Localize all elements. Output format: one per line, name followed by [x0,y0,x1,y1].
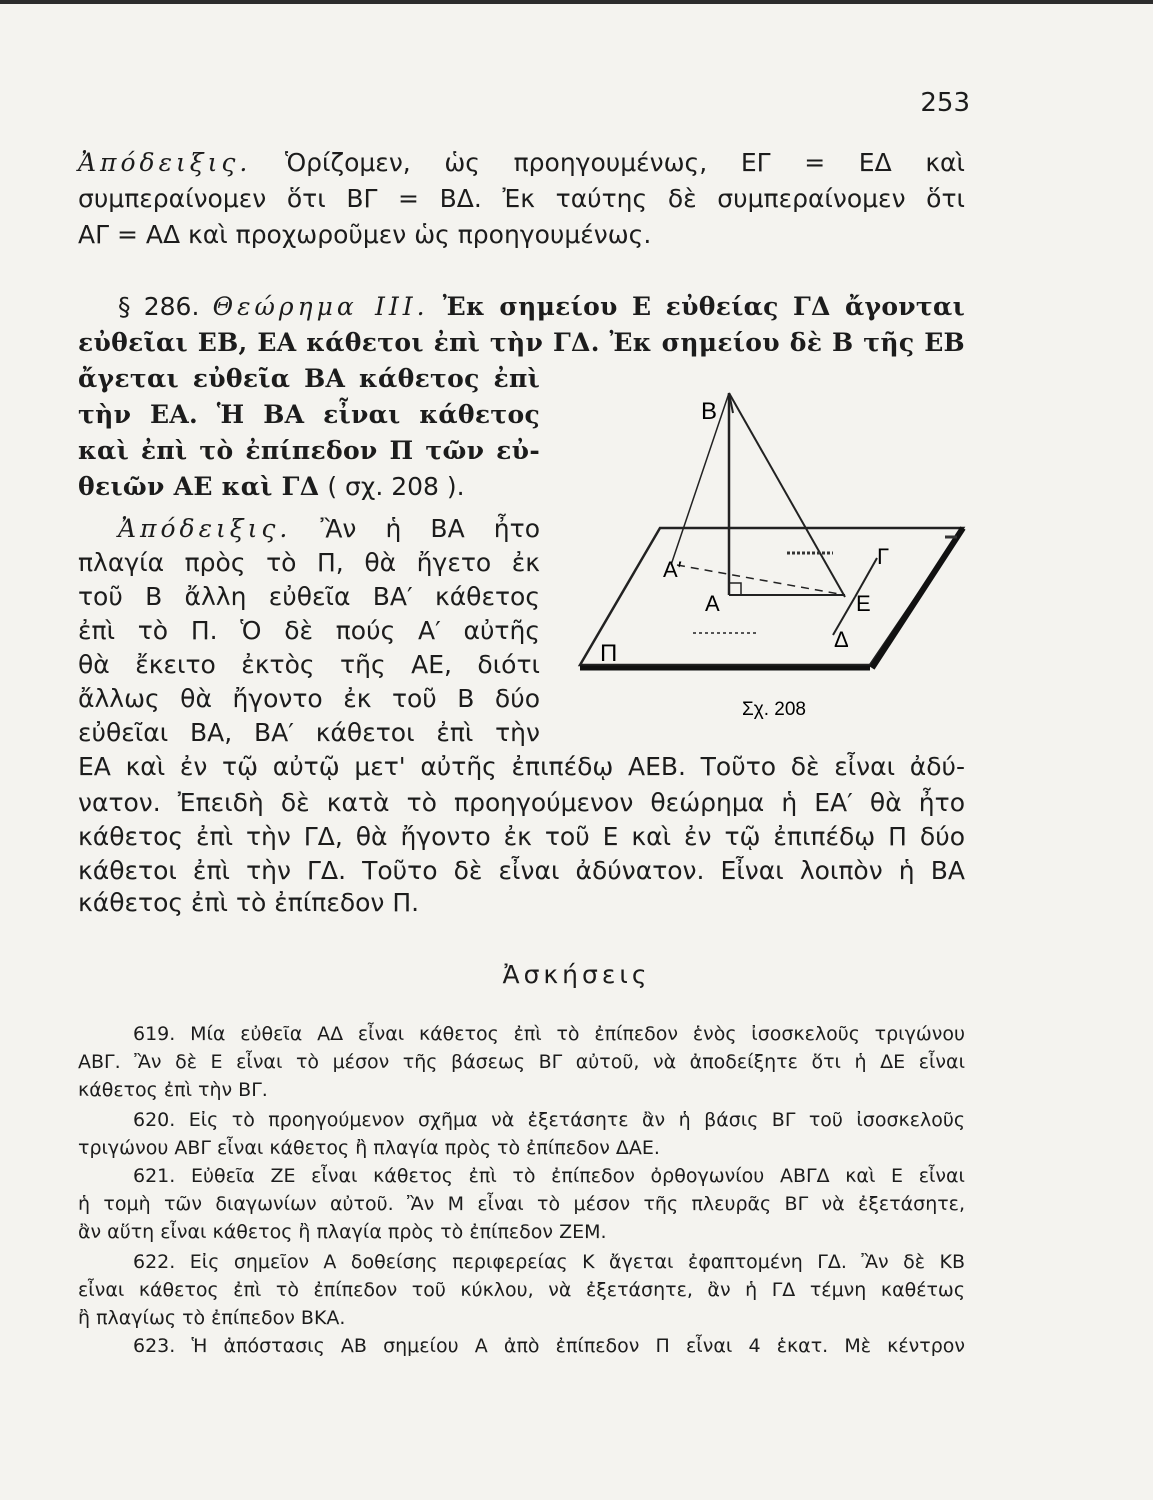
theorem-line-2: εὐθεῖαι ΕΒ, ΕΑ κάθετοι ἐπὶ τὴν ΓΔ. Ἐκ σημείου δὲ Β τῆς ΕΒ [78,328,965,357]
figure-caption: Σχ. 208 [742,699,806,720]
exercise-622-line-3: ἢ πλαγίως τὸ ἐπίπεδον ΒΚΑ. [78,1307,346,1329]
theorem-line-4: τὴν ΕΑ. Ἡ ΒΑ εἶναι κάθετος [78,400,540,429]
proof-line-10: κάθετος ἐπὶ τὴν ΓΔ, θὰ ἤγοντο ἐκ τοῦ Ε καὶ ἐν τῷ ἐπιπέδῳ Π δύο [78,822,965,851]
proof-line-9: νατον. Ἐπειδὴ δὲ κατὰ τὸ προηγούμενον θεώρημα ἡ ΕΑ′ θὰ ἦτο [78,788,965,817]
proof-line-8: ΕΑ καὶ ἐν τῷ αὐτῷ μετ' αὐτῆς ἐπιπέδῳ ΑΕΒ. Τοῦτο δὲ εἶναι ἀδύ- [78,752,965,781]
line-BE [729,393,845,597]
page-number: 253 [920,88,970,118]
section-number: § 286. [118,292,200,321]
label-D: Δ [834,627,849,652]
proof-line-7: εὐθεῖαι ΒΑ, ΒΑ′ κάθετοι ἐπὶ τὴν [78,718,540,747]
exercise-621-line-1: 621. Εὐθεῖα ΖΕ εἶναι κάθετος ἐπὶ τὸ ἐπίπεδον ὀρθογωνίου ΑΒΓΔ καὶ Ε εἶναι [133,1165,965,1187]
exercises-heading: Ἀσκήσεις [502,960,651,989]
figure-reference: ( σχ. 208 ). [319,472,465,501]
top-edge [0,0,1153,4]
right-angle-mark [729,583,741,595]
label-P: Π [600,640,618,667]
proof-label-2: Ἀπόδειξις. [118,514,292,543]
label-E: Ε [856,591,871,616]
label-G: Γ [877,544,890,569]
dashed-A-prime-E [677,565,845,595]
exercise-620-line-2: τριγώνου ΑΒΓ εἶναι κάθετος ἢ πλαγία πρὸς τὸ ἐπίπεδον ΔΑΕ. [78,1137,660,1159]
exercise-619-line-2: ΑΒΓ. Ἂν δὲ Ε εἶναι τὸ μέσον τῆς βάσεως ΒΓ αὐτοῦ, νὰ ἀποδείξητε ὅτι ἡ ΔΕ εἶναι [78,1051,965,1073]
theorem-line-6 [78,470,540,504]
exercise-621-line-2: ἡ τομὴ τῶν διαγωνίων αὐτοῦ. Ἂν Μ εἶναι τὸ μέσον τῆς πλευρᾶς ΒΓ νὰ ἐξετάσητε, [78,1193,965,1215]
label-A-prime: Α′ [663,557,682,582]
line-BA-prime [671,393,729,565]
theorem-line-3: ἄγεται εὐθεῖα ΒΑ κάθετος ἐπὶ [78,364,540,393]
proof-line-1 [78,512,540,546]
theorem-text: Ἐκ σημείου Ε εὐθείας ΓΔ ἄγονται [428,292,965,321]
para1-text: Ὁρίζομεν, ὡς προηγουμένως, ΕΓ = ΕΔ καὶ [251,148,965,177]
para1-line-3: ΑΓ = ΑΔ καὶ προχωροῦμεν ὡς προηγουμένως. [78,220,652,249]
exercise-623-line-1: 623. Ἡ ἀπόστασις ΑΒ σημείου Α ἀπὸ ἐπίπεδον Π εἶναι 4 ἑκατ. Μὲ κέντρον [133,1335,965,1357]
figure-208 [575,385,970,734]
proof-line-12: κάθετος ἐπὶ τὸ ἐπίπεδον Π. [78,888,420,917]
exercise-619-line-3: κάθετος ἐπὶ τὴν ΒΓ. [78,1079,268,1101]
label-B: Β [701,398,718,425]
proof-line-5: θὰ ἔκειτο ἐκτὸς τῆς ΑΕ, διότι [78,650,540,679]
proof-line-6: ἄλλως θὰ ἤγοντο ἐκ τοῦ Β δύο [78,684,540,713]
plane-outline [580,528,963,665]
exercise-622-line-1: 622. Εἰς σημεῖον Α δοθείσης περιφερείας Κ ἄγεται ἐφαπτομένη ΓΔ. Ἂν δὲ ΚΒ [133,1251,965,1273]
exercise-620-line-1: 620. Εἰς τὸ προηγούμενον σχῆμα νὰ ἐξετάσητε ἂν ἡ βάσις ΒΓ τοῦ ἰσοσκελοῦς [133,1109,965,1131]
theorem-text-end: θειῶν ΑΕ καὶ ΓΔ [78,472,320,501]
proof-text: Ἂν ἡ ΒΑ ἦτο [291,514,540,543]
proof-line-3: τοῦ Β ἄλλη εὐθεῖα ΒΑ′ κάθετος [78,582,540,611]
exercise-619-line-1: 619. Μία εὐθεῖα ΑΔ εἶναι κάθετος ἐπὶ τὸ ἐπίπεδον ἑνὸς ἰσοσκελοῦς τριγώνου [133,1023,965,1045]
proof-line-4: ἐπὶ τὸ Π. Ὁ δὲ πούς Α′ αὐτῆς [78,616,540,645]
para1-line-2: συμπεραίνομεν ὅτι ΒΓ = ΒΔ. Ἐκ ταύτης δὲ συμπεραίνομεν ὅτι [78,184,965,213]
theorem-line-1 [78,290,965,324]
figure-diagram [575,385,970,730]
theorem-line-5: καὶ ἐπὶ τὸ ἐπίπεδον Π τῶν εὐ- [78,436,540,465]
theorem-label: Θεώρημα ΙΙΙ. [212,292,429,321]
proof-line-11: κάθετοι ἐπὶ τὴν ΓΔ. Τοῦτο δὲ εἶναι ἀδύνατον. Εἶναι λοιπὸν ἡ ΒΑ [78,856,965,885]
label-A: Α [705,591,720,616]
exercise-622-line-2: εἶναι κάθετος ἐπὶ τὸ ἐπίπεδον τοῦ κύκλου, νὰ ἐξετάσητε, ἂν ἡ ΓΔ τέμνη καθέτως [78,1279,965,1301]
para1-line-1 [78,146,965,180]
exercise-621-line-3: ἂν αὕτη εἶναι κάθετος ἢ πλαγία πρὸς τὸ ἐπίπεδον ΖΕΜ. [78,1221,607,1243]
proof-line-2: πλαγία πρὸς τὸ Π, θὰ ἤγετο ἐκ [78,548,540,577]
proof-label: Ἀπόδειξις. [78,148,252,177]
